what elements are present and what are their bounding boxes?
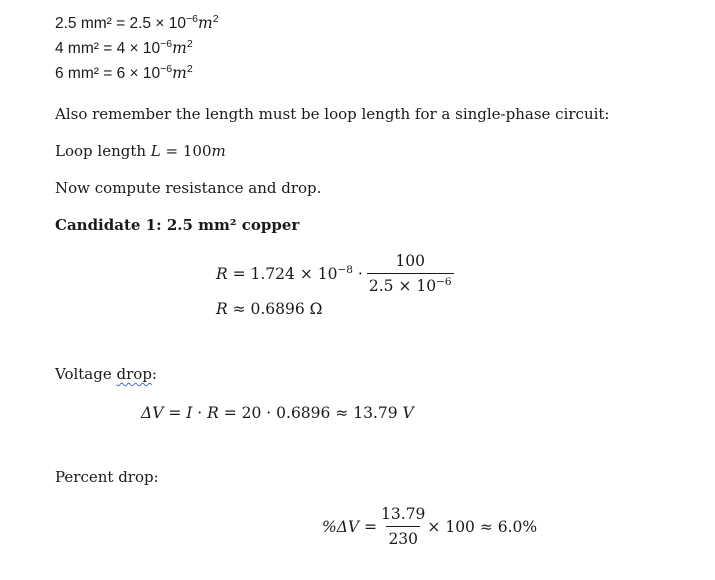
voltage-drop-label: Voltage drop: (55, 365, 157, 383)
conversion-line-3: 6 $mm^2 = 6 \times 10^{-6}m^2$ (55, 63, 193, 82)
percent-drop-label: Percent drop: (55, 468, 159, 486)
loop-length-note: Also remember the length must be loop length for a single-phase circuit: (55, 105, 610, 123)
candidate-heading: Candidate 1: 2.5 mm² copper (55, 216, 300, 234)
resistance-fraction: $\frac{100}{2.5 \times 10^{-6}}$ (368, 252, 452, 295)
conversion-line-2: 4 $mm^2 = 4 \times 10^{-6}m^2$ (55, 38, 193, 57)
voltage-drop-equation: ΔV = I · R = 20 · 0.6896 ≈ 13.79 V (141, 404, 414, 422)
loop-length-line: Loop length L = 100m (55, 142, 226, 160)
resistance-equation: $R = 1.724 \times 10^{-8}$ · $\frac{100}{2.5 \times 10^{-6}}$ (216, 252, 452, 295)
percent-drop-fraction: $\frac{13.79}{230}$ (381, 505, 426, 548)
conversion-line-1: 2.5 $mm^2 = 2.5 \times 10^{-6}m^2$ (55, 13, 219, 32)
percent-drop-equation: %ΔV = $\frac{13.79}{230}$ × 100 ≈ 6.0% (322, 505, 538, 548)
compute-note: Now compute resistance and drop. (55, 179, 322, 197)
resistance-result: R ≈ 0.6896 Ω (216, 300, 323, 318)
